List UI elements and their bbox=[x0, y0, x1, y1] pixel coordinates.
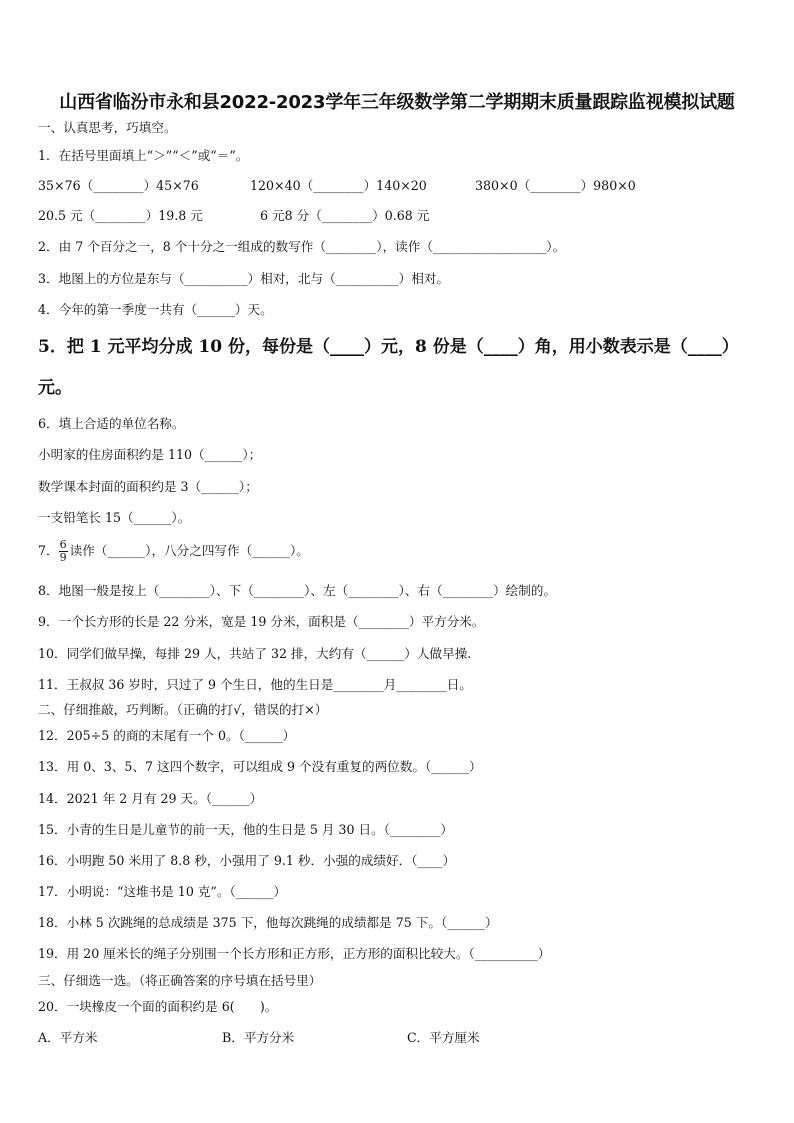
compare-item: 380×0（________）980×0 bbox=[475, 178, 636, 193]
fraction-numerator: 6 bbox=[59, 538, 67, 551]
section-2-heading: 二、仔细推敲，巧判断。（正确的打√，错误的打×） bbox=[38, 702, 328, 717]
question-8: 8．地图一般是按上（________）、下（________）、左（________）、右（________）绘制的。 bbox=[38, 583, 557, 598]
question-15: 15．小青的生日是儿童节的前一天，他的生日是 5 月 30 日。（________） bbox=[38, 822, 453, 837]
question-20: 20．一块橡皮一个面的面积约是 6( )。 bbox=[38, 999, 278, 1014]
question-7-text: 读作（______），八分之四写作（______）。 bbox=[69, 543, 309, 558]
question-4: 4．今年的第一季度一共有（______）天。 bbox=[38, 302, 273, 317]
question-1: 1．在括号里面填上“＞”“＜”或“＝”。 bbox=[38, 148, 249, 163]
page-title: 山西省临汾市永和县2022-2023学年三年级数学第二学期期末质量跟踪监视模拟试题 bbox=[59, 92, 735, 113]
question-1-row-1 bbox=[0, 178, 794, 194]
section-3-heading: 三、仔细选一选。（将正确答案的序号填在括号里） bbox=[38, 973, 322, 988]
compare-item: 35×76（________）45×76 bbox=[38, 178, 199, 193]
question-2: 2．由 7 个百分之一，8 个十分之一组成的数写作（________），读作（__________________）。 bbox=[38, 239, 566, 254]
fraction bbox=[59, 539, 68, 564]
option-c: C．平方厘米 bbox=[407, 1030, 480, 1045]
question-5-continuation: 元。 bbox=[38, 378, 72, 398]
question-17: 17．小明说：“这堆书是 10 克”。（______） bbox=[38, 884, 287, 899]
question-9: 9．一个长方形的长是 22 分米，宽是 19 分米，面积是（________）平方分米。 bbox=[38, 614, 485, 629]
question-1-row-2 bbox=[0, 208, 794, 224]
question-18: 18．小林 5 次跳绳的总成绩是 375 下，他每次跳绳的成绩都是 75 下。（______） bbox=[38, 915, 498, 930]
question-5: 5．把 1 元平均分成 10 份，每份是（____）元，8 份是（____）角，用小数表示是（____） bbox=[38, 337, 739, 357]
option-a: A．平方米 bbox=[38, 1030, 98, 1045]
question-10: 10．同学们做早操，每排 29 人，共站了 32 排，大约有（______）人做早操. bbox=[38, 646, 472, 661]
question-20-options bbox=[0, 1030, 794, 1046]
compare-item: 120×40（________）140×20 bbox=[250, 178, 427, 193]
option-b: B．平方分米 bbox=[222, 1030, 295, 1045]
question-12: 12．205÷5 的商的末尾有一个 0。（______） bbox=[38, 728, 296, 743]
question-6-item: 小明家的住房面积约是 110（______）； bbox=[38, 447, 262, 462]
question-6: 6．填上合适的单位名称。 bbox=[38, 416, 185, 431]
question-6-item: 一支铅笔长 15（______）。 bbox=[38, 510, 191, 525]
question-16: 16．小明跑 50 米用了 8.8 秒，小强用了 9.1 秒．小强的成绩好．（____） bbox=[38, 853, 456, 868]
question-6-item: 数学课本封面的面积约是 3（______）； bbox=[38, 479, 258, 494]
question-14: 14．2021 年 2 月有 29 天。（______） bbox=[38, 791, 263, 806]
question-3: 3．地图上的方位是东与（__________）相对，北与（__________）相对。 bbox=[38, 271, 450, 286]
question-13: 13．用 0、3、5、7 这四个数字，可以组成 9 个没有重复的两位数。（______） bbox=[38, 759, 482, 774]
compare-item: 20.5 元（________）19.8 元 bbox=[38, 208, 203, 223]
question-7-number: 7． bbox=[38, 543, 59, 558]
question-19: 19．用 20 厘米长的绳子分别围一个长方形和正方形，正方形的面积比较大。（__________） bbox=[38, 946, 551, 961]
question-7 bbox=[38, 538, 309, 564]
fraction-denominator: 9 bbox=[59, 551, 67, 564]
question-11: 11．王叔叔 36 岁时，只过了 9 个生日，他的生日是________月________日。 bbox=[38, 677, 472, 692]
section-1-heading: 一、认真思考，巧填空。 bbox=[38, 120, 177, 135]
compare-item: 6 元8 分（________）0.68 元 bbox=[260, 208, 430, 223]
